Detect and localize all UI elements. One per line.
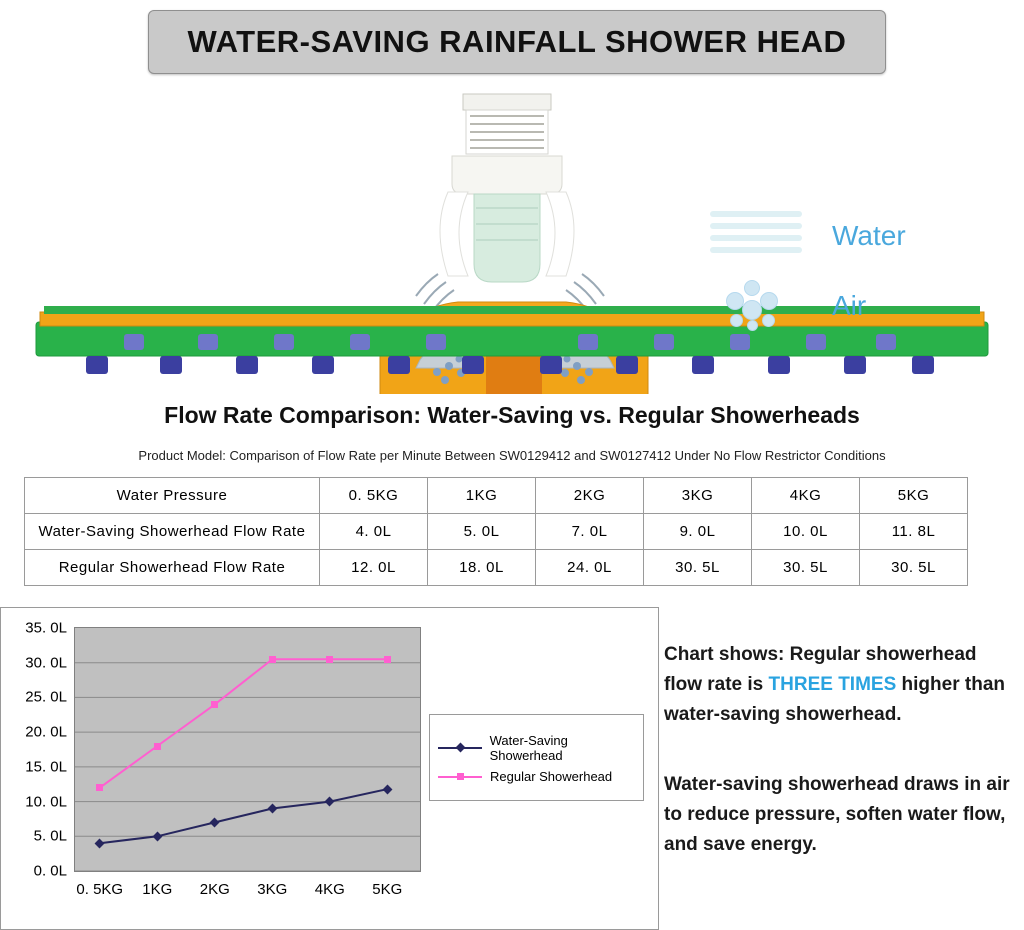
commentary-highlight: THREE TIMES xyxy=(768,674,897,695)
table-cell: 24. 0L xyxy=(536,550,644,586)
table-cell: 4. 0L xyxy=(320,514,428,550)
section-title: Flow Rate Comparison: Water-Saving vs. Regular Showerheads xyxy=(164,402,860,428)
commentary-text-a: Chart shows: Regular showerhead flow rate is xyxy=(664,644,977,695)
table-cell: 2KG xyxy=(536,478,644,514)
row-label: Water Pressure xyxy=(25,478,320,514)
commentary-block xyxy=(664,640,1016,878)
product-cutaway-illustration xyxy=(0,84,1024,394)
chart-plot-area xyxy=(25,619,421,898)
table-cell: 7. 0L xyxy=(536,514,644,550)
section-subtitle: Product Model: Comparison of Flow Rate per Minute Between SW0129412 and SW0127412 Under No Flow Restrictor Conditions xyxy=(138,448,886,463)
chart-legend xyxy=(429,714,644,801)
chart-x-tick: 1KG xyxy=(142,881,173,898)
page-title: WATER-SAVING RAINFALL SHOWER HEAD xyxy=(187,24,847,59)
commentary-line-1 xyxy=(664,640,1016,730)
air-bubbles-icon xyxy=(722,280,786,330)
chart-x-tick: 3KG xyxy=(257,881,288,898)
table-cell: 10. 0L xyxy=(752,514,860,550)
table-cell: 11. 8L xyxy=(860,514,968,550)
table-cell: 30. 5L xyxy=(644,550,752,586)
chart-x-tick: 0. 5KG xyxy=(76,881,124,898)
chart-y-tick: 5. 0L xyxy=(33,827,67,845)
chart-y-tick: 30. 0L xyxy=(25,654,67,672)
table-cell: 18. 0L xyxy=(428,550,536,586)
legend-swatch-regular xyxy=(438,776,482,778)
page-title-banner xyxy=(148,10,886,74)
table-row xyxy=(25,478,968,514)
chart-y-tick: 10. 0L xyxy=(25,793,67,811)
row-label: Regular Showerhead Flow Rate xyxy=(25,550,320,586)
chart-x-tick: 5KG xyxy=(372,881,403,898)
chart-data-point xyxy=(211,701,218,708)
table-cell: 5. 0L xyxy=(428,514,536,550)
legend-label-water-saving: Water-Saving Showerhead xyxy=(489,733,568,763)
legend-water-label: Water xyxy=(832,220,906,251)
table-cell: 5KG xyxy=(860,478,968,514)
chart-x-tick: 2KG xyxy=(199,881,230,898)
table-cell: 3KG xyxy=(644,478,752,514)
table-cell: 4KG xyxy=(752,478,860,514)
flow-rate-line-chart xyxy=(0,607,659,930)
chart-y-tick: 15. 0L xyxy=(25,758,67,776)
water-stream-icon xyxy=(710,209,802,257)
chart-data-point xyxy=(269,656,276,663)
chart-y-tick: 25. 0L xyxy=(25,688,67,706)
table-cell: 30. 5L xyxy=(752,550,860,586)
chart-data-point xyxy=(384,656,391,663)
row-label: Water-Saving Showerhead Flow Rate xyxy=(25,514,320,550)
legend-air-label: Air xyxy=(832,290,867,321)
legend-label-regular: Regular Showerhead xyxy=(490,769,613,784)
chart-x-tick: 4KG xyxy=(314,881,345,898)
flow-rate-table xyxy=(24,477,968,586)
chart-data-point xyxy=(96,784,103,791)
chart-y-tick: 20. 0L xyxy=(25,723,67,741)
chart-y-tick: 0. 0L xyxy=(33,862,67,880)
table-row xyxy=(25,514,968,550)
chart-data-point xyxy=(154,743,161,750)
table-row xyxy=(25,550,968,586)
legend-swatch-water-saving xyxy=(438,747,482,749)
chart-y-tick: 35. 0L xyxy=(25,619,67,637)
chart-data-point xyxy=(326,656,333,663)
chart-series-layer xyxy=(75,628,420,871)
commentary-line-2: Water-saving showerhead draws in air to reduce pressure, soften water flow, and save energy. xyxy=(664,774,1010,855)
table-cell: 9. 0L xyxy=(644,514,752,550)
table-cell: 12. 0L xyxy=(320,550,428,586)
table-cell: 0. 5KG xyxy=(320,478,428,514)
table-cell: 1KG xyxy=(428,478,536,514)
commentary-text-b: higher than water-saving showerhead. xyxy=(664,674,1005,725)
table-cell: 30. 5L xyxy=(860,550,968,586)
